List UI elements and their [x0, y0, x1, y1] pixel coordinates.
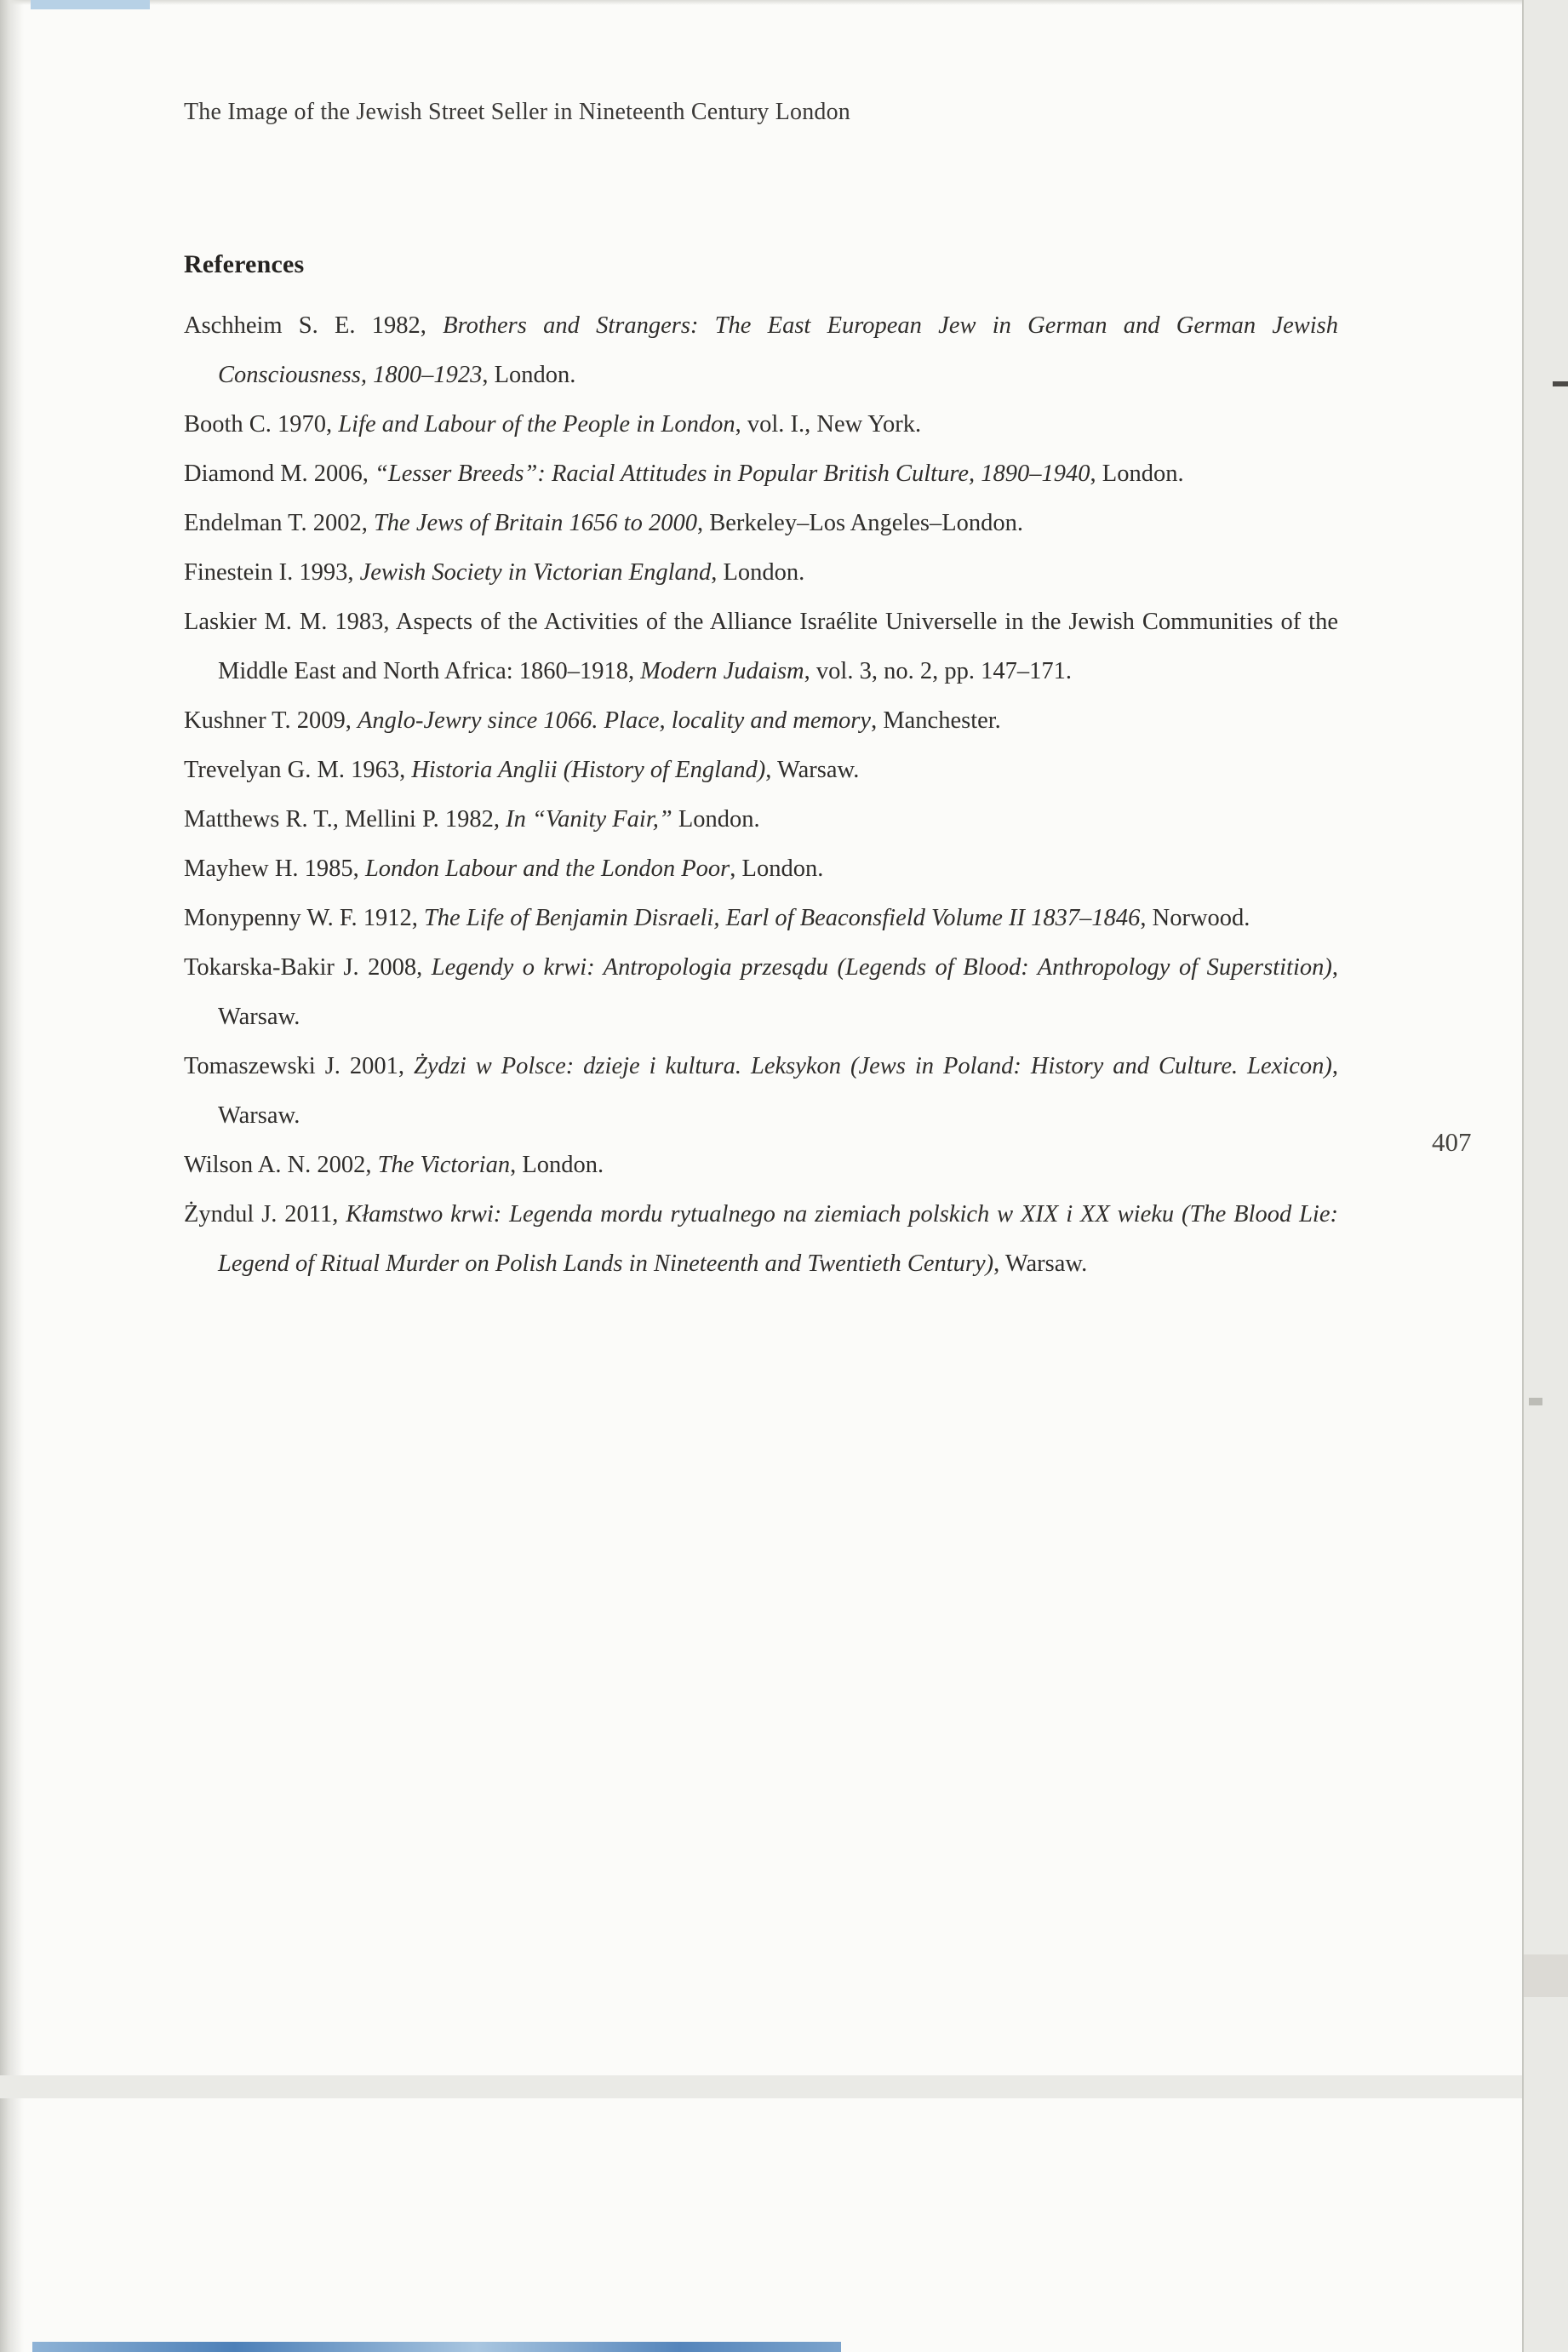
reference-text: , vol. 3, no. 2, pp. 147–171. — [804, 658, 1072, 684]
reference-entry — [184, 844, 1338, 894]
reference-entry — [184, 943, 1338, 1042]
reference-title-italic: Żydzi w Polsce: dzieje i kultura. Leksykon (Jews in Poland: History and Culture. Lexicon) — [414, 1053, 1332, 1079]
references-section — [184, 250, 1338, 1289]
reference-title-italic: Brothers and Strangers: The East European Jew in German and German Jewish Consciousness, 1800–1923 — [218, 312, 1338, 388]
reference-text: , London. — [711, 559, 805, 586]
reference-title-italic: Modern Judaism — [640, 658, 804, 684]
running-head: The Image of the Jewish Street Seller in Nineteenth Century London — [184, 99, 850, 125]
reference-title-italic: London Labour and the London Poor — [364, 856, 730, 882]
reference-text: , Manchester. — [871, 707, 1001, 734]
reference-text: Mayhew H. 1985, — [184, 856, 365, 882]
scan-edge-top — [0, 0, 1568, 5]
reference-title-italic: Legendy o krwi: Antropologia przesądu (Legends of Blood: Anthropology of Superstition) — [431, 954, 1332, 981]
reference-text: Kushner T. 2009, — [184, 707, 358, 734]
scan-edge-right — [1522, 0, 1568, 2352]
reference-entry — [184, 598, 1338, 696]
reference-text: , Berkeley–Los Angeles–London. — [696, 510, 1024, 536]
scan-artifact-bottom-strip — [32, 2342, 841, 2352]
reference-text: Diamond M. 2006, — [184, 461, 375, 487]
reference-entry — [184, 499, 1338, 548]
scan-edge-left — [0, 0, 24, 2352]
reference-text: , Warsaw. — [218, 954, 1338, 1030]
reference-text: Trevelyan G. M. 1963, — [184, 757, 412, 783]
reference-entry — [184, 696, 1338, 746]
reference-entry — [184, 1141, 1338, 1190]
reference-entry — [184, 400, 1338, 449]
reference-title-italic: The Victorian — [377, 1152, 511, 1178]
reference-text: Endelman T. 2002, — [184, 510, 374, 536]
reference-text: , Norwood. — [1140, 905, 1250, 931]
reference-entry — [184, 548, 1338, 598]
reference-title-italic: Jewish Society in Victorian England — [359, 559, 712, 586]
reference-text: Matthews R. T., Mellini P. 1982, — [184, 806, 506, 833]
reference-text: , London. — [730, 856, 824, 882]
reference-text: Wilson A. N. 2002, — [184, 1152, 378, 1178]
reference-text: , Warsaw. — [765, 757, 860, 783]
scan-artifact-gray-band — [0, 2075, 1522, 2098]
reference-title-italic: Life and Labour of the People in London — [338, 411, 735, 438]
reference-title-italic: Historia Anglii (History of England) — [411, 757, 766, 783]
reference-text: Laskier M. M. 1983, Aspects of the Activities of the Alliance Israélite Universelle in the Jewish Communities of the Middle East and North Africa: 1860–1918, — [184, 609, 1338, 684]
reference-title-italic: Anglo-Jewry since 1066. Place, locality and memory — [357, 707, 872, 734]
reference-text: Żyndul J. 2011, — [184, 1201, 346, 1228]
reference-entry — [184, 1190, 1338, 1289]
reference-entry — [184, 894, 1338, 943]
reference-entry — [184, 746, 1338, 795]
reference-text: , London. — [1090, 461, 1184, 487]
reference-entry — [184, 301, 1338, 400]
page-number: 407 — [1432, 1127, 1472, 1157]
references-heading: References — [184, 250, 305, 278]
scan-artifact-edge-mark — [1529, 1398, 1542, 1405]
reference-text: Tokarska-Bakir J. 2008, — [184, 954, 432, 981]
scan-artifact-edge-patch — [1524, 1954, 1568, 1997]
reference-title-italic: “Lesser Breeds”: Racial Attitudes in Popular British Culture, 1890–1940 — [375, 461, 1090, 487]
reference-text: Finestein I. 1993, — [184, 559, 360, 586]
reference-list — [184, 301, 1338, 1289]
reference-text: , Warsaw. — [993, 1250, 1088, 1277]
reference-entry — [184, 795, 1338, 844]
reference-text: , Warsaw. — [218, 1053, 1339, 1129]
reference-text: Tomaszewski J. 2001, — [184, 1053, 415, 1079]
reference-title-italic: The Life of Benjamin Disraeli, Earl of Beaconsfield Volume II 1837–1846 — [423, 905, 1141, 931]
reference-text: , London. — [482, 362, 576, 388]
reference-title-italic: Kłamstwo krwi: Legenda mordu rytualnego na ziemiach polskich w XIX i XX wieku (The Blood Lie: Legend of Ritual Murder on Polish Lands in Nineteenth and Twentieth Century) — [218, 1201, 1338, 1277]
reference-text: Aschheim S. E. 1982, — [184, 312, 444, 339]
reference-text: London. — [672, 806, 760, 833]
reference-text: , vol. I., New York. — [735, 411, 922, 438]
scan-artifact-edge-dash — [1553, 381, 1568, 386]
scan-artifact-top-strip — [31, 0, 150, 9]
reference-entry — [184, 1042, 1338, 1141]
reference-text: , London. — [510, 1152, 604, 1178]
reference-text: Monypenny W. F. 1912, — [184, 905, 424, 931]
reference-title-italic: The Jews of Britain 1656 to 2000 — [373, 510, 697, 536]
reference-text: Booth C. 1970, — [184, 411, 339, 438]
reference-entry — [184, 449, 1338, 499]
reference-title-italic: In “Vanity Fair,” — [506, 806, 672, 833]
